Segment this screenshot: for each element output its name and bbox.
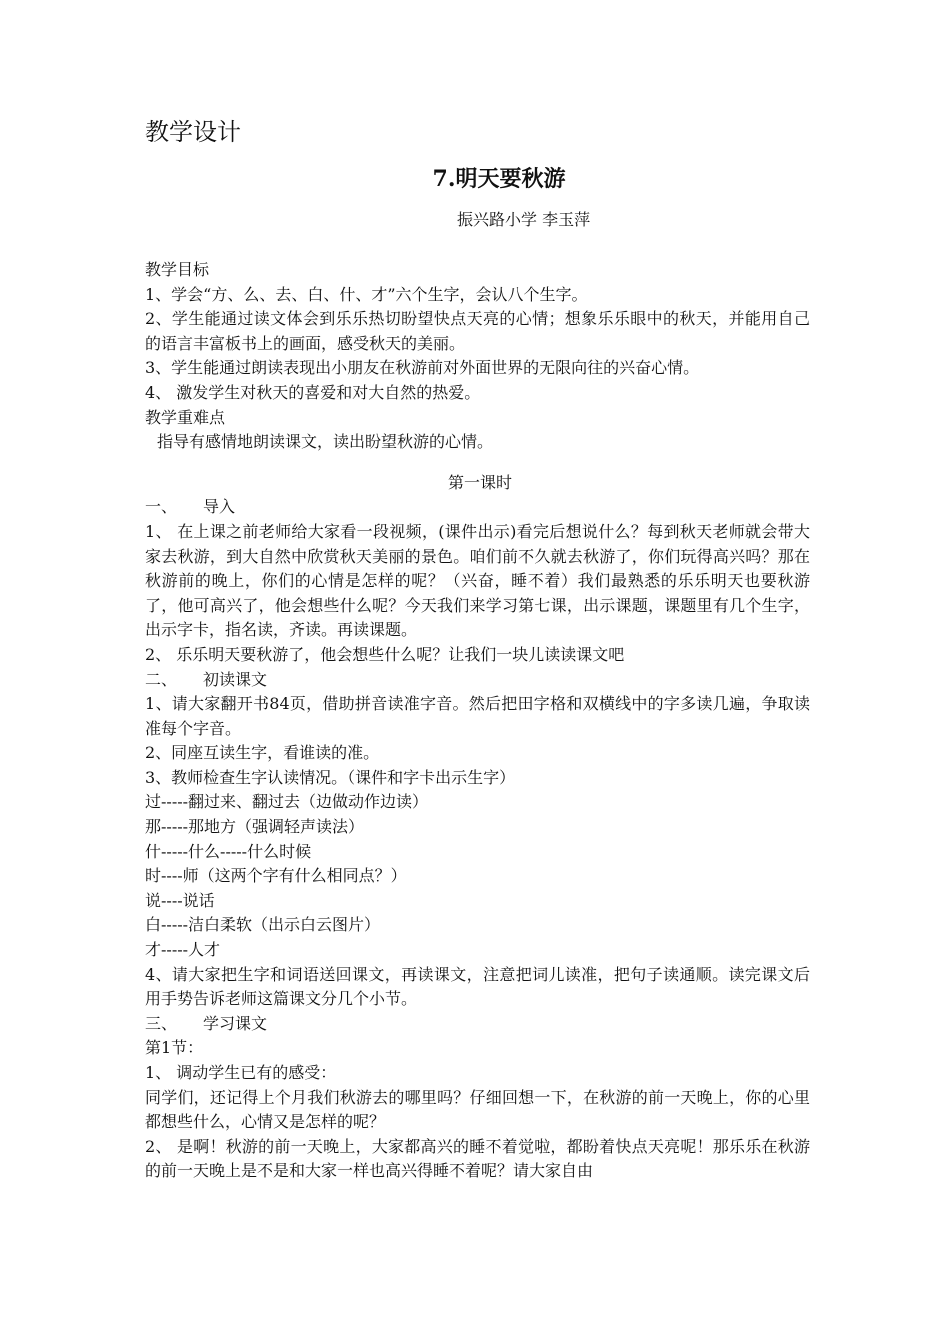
word-line: 才-----人才 [145,940,221,960]
section-1-heading [145,495,810,520]
section-3-paragraph-1: 1、 调动学生已有的感受： [145,1063,337,1082]
section-1-number: 一、 [145,497,178,517]
section-1-paragraph-2: 2、 乐乐明天要秋游了，他会想些什么呢？让我们一块儿读读课文吧 [145,644,625,664]
word-line: 那-----那地方（强调轻声读法） [145,817,365,837]
section-2-title: 初读课文 [203,669,268,689]
section-2-paragraph-1: 1、请大家翻开书84页，借助拼音读准字音。然后把田字格和双横线中的字多读几遍，争取读准每个字音。 [145,694,810,738]
section-2-number: 二、 [145,669,178,689]
lesson-heading: 第一课时 [447,472,512,492]
section-3-number: 三、 [145,1013,178,1033]
goal-item-3: 3、学生能通过朗读表现出小朋友在秋游前对外面世界的无限向往的兴奋心情。 [145,358,700,378]
word-line: 时----师（这两个字有什么相同点？） [145,866,407,886]
section-2-paragraph-2: 2、同座互读生字，看谁读的准。 [145,743,380,763]
section-2-heading [145,668,810,693]
key-points-text: 指导有感情地朗读课文，读出盼望秋游的心情。 [157,432,494,452]
word-line: 什-----什么-----什么时候 [145,841,312,861]
goal-item-4: 4、 激发学生对秋天的喜爱和对大自然的热爱。 [145,382,481,402]
section-3-paragraph-2: 同学们，还记得上个月我们秋游去的哪里吗？仔细回想一下，在秋游的前一天晚上，你的心里都想些什么，心情又是怎样的呢？ [145,1087,810,1132]
goal-item-1: 1、学会“方、么、去、白、什、才”六个生字，会认八个生字。 [145,284,588,304]
section-1-paragraph-1: 1、 在上课之前老师给大家看一段视频，(课件出示)看完后想说什么？每到秋天老师就会带大家去秋游，到大自然中欣赏秋天美丽的景色。咱们前不久就去秋游了，你们玩得高兴吗？那在秋游前的晚上，你们的心情是怎样的呢？（兴奋，睡不着）我们最熟悉的乐乐明天也要秋游了，他可高兴了，他会想些什么呢？今天我们来学习第七课，出示课题，课题里有几个生字，出示字卡，指名读，齐读。再读课题。 [145,521,810,640]
section-3-subheading: 第1节： [145,1038,204,1058]
section-1-title: 导入 [203,497,236,517]
section-3-title: 学习课文 [203,1013,268,1033]
key-points-heading: 教学重难点 [145,407,226,427]
goal-item-2: 2、学生能通过读文体会到乐乐热切盼望快点天亮的心情；想象乐乐眼中的秋天，并能用自己的语言丰富板书上的画面，感受秋天的美丽。 [145,309,810,353]
section-2-paragraph-3: 3、教师检查生字认读情况。（课件和字卡出示生字） [145,767,516,787]
document-body [145,258,810,1184]
section-3-heading [145,1012,810,1037]
word-line: 过-----翻过来、翻过去（边做动作边读） [145,792,429,812]
goals-heading: 教学目标 [145,260,210,279]
word-line: 说----说话 [145,890,215,910]
author-line: 振兴路小学 李玉萍 [457,210,591,229]
page-title: 7.明天要秋游 [432,166,566,192]
section-2-paragraph-4: 4、请大家把生字和词语送回课文，再读课文，注意把词儿读准，把句子读通顺。读完课文后用手势告诉老师这篇课文分几个小节。 [145,964,810,1009]
doc-label: 教学设计 [145,118,241,146]
word-line: 白-----洁白柔软（出示白云图片） [145,915,381,935]
section-3-paragraph-3: 2、 是啊！秋游的前一天晚上，大家都高兴的睡不着觉啦，都盼着快点天亮呢！那乐乐在秋游的前一天晚上是不是和大家一样也高兴得睡不着呢？请大家自由 [145,1136,810,1181]
